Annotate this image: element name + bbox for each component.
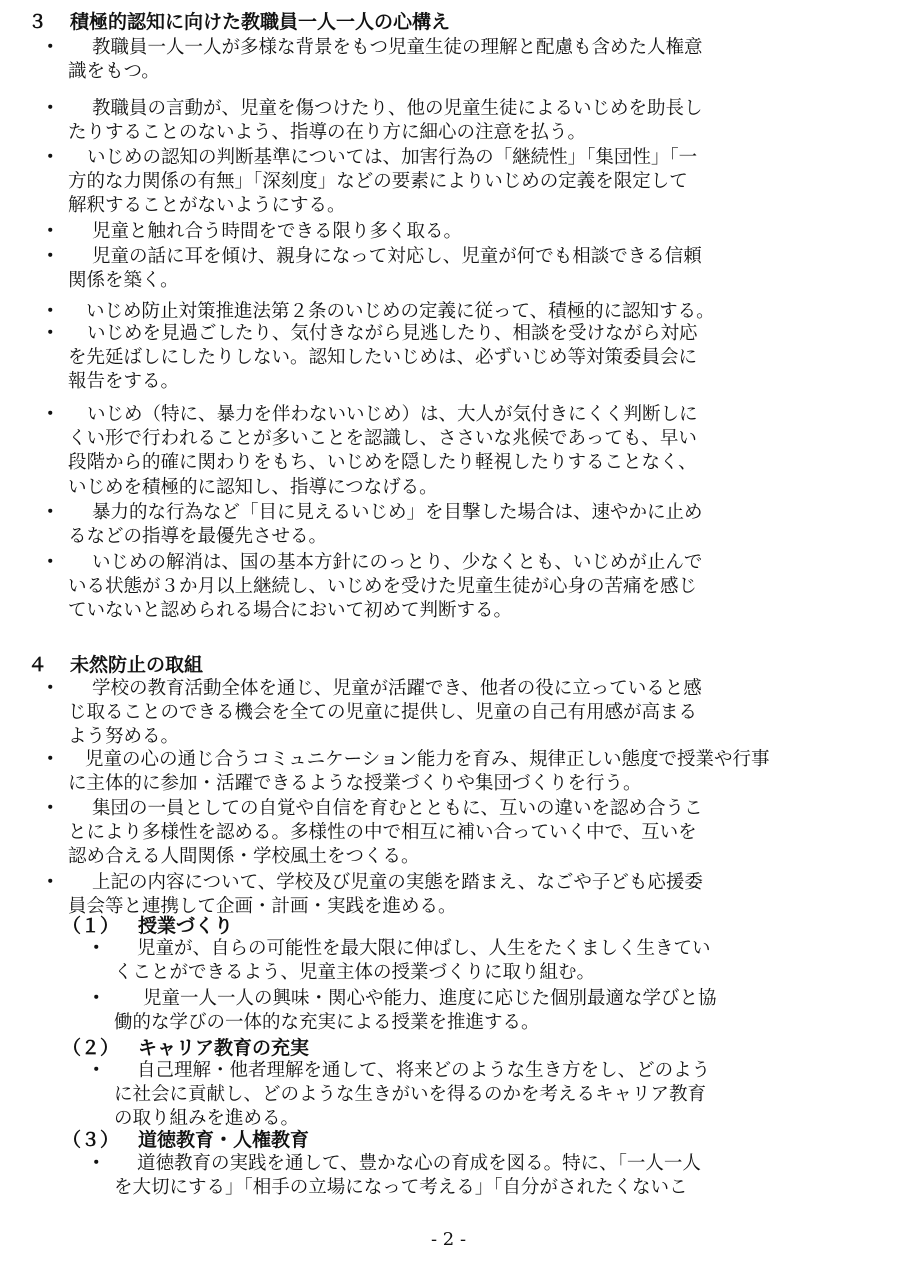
- item-text-line: 児童の話に耳を傾け、親身になって対応し、児童が何でも相談できる信頼: [92, 246, 702, 267]
- item-text-line: とにより多様性を認める。多様性の中で相互に補い合っていく中で、互いを: [68, 822, 697, 844]
- item-text-line: を大切にする」「相手の立場になって考える」「自分がされたくないこ: [114, 1177, 688, 1199]
- item-text-line: いじめ（特に、暴力を伴わないいじめ）は、大人が気付きにくく判断しに: [87, 404, 698, 425]
- item-text-line: るなどの指導を最優先させる。: [68, 526, 328, 548]
- bullet-icon: ・: [41, 798, 60, 819]
- item-text-line: いる状態が３か月以上継続し、いじめを受けた児童生徒が心身の苦痛を感じ: [68, 576, 698, 598]
- item-text-line: ていないと認められる場合において初めて判断する。: [68, 600, 513, 622]
- item-text-line: 上記の内容について、学校及び児童の実態を踏まえ、なごや子ども応援委: [92, 872, 703, 893]
- item-text-line: の取り組みを進める。: [114, 1108, 300, 1130]
- item-text-line: くことができるよう、児童主体の授業づくりに取り組む。: [114, 962, 596, 984]
- item-text-line: 認め合える人間関係・学校風土をつくる。: [68, 846, 420, 868]
- item-text-line: 関係を築く。: [68, 270, 179, 292]
- item-text-line: 報告をする。: [68, 371, 180, 393]
- subsection-heading: [62, 1128, 309, 1152]
- section-title: 授業づくり: [138, 915, 234, 937]
- item-text-line: いじめの認知の判断基準については、加害行為の「継続性」「集団性」「一: [87, 147, 698, 168]
- item-text-line: 教職員の言動が、児童を傷つけたり、他の児童生徒によるいじめを助長し: [92, 98, 703, 119]
- item-text-line: 働的な学びの一体的な充実による授業を推進する。: [114, 1012, 540, 1034]
- bullet-icon: ・: [87, 938, 106, 959]
- item-text-line: いじめの解消は、国の基本方針にのっとり、少なくとも、いじめが止んで: [92, 552, 703, 573]
- bullet-icon: ・: [87, 1153, 106, 1174]
- item-text-line: 方的な力関係の有無」「深刻度」などの要素によりいじめの定義を限定して: [68, 171, 688, 193]
- section-heading: [28, 653, 203, 677]
- item-text-line: 児童が、自らの可能性を最大限に伸ばし、人生をたくましく生きてい: [137, 938, 711, 959]
- bullet-icon: ・: [41, 404, 60, 425]
- section-title: 道徳教育・人権教育: [138, 1129, 310, 1151]
- section-number: ４: [28, 654, 48, 676]
- item-text-line: 道徳教育の実践を通して、豊かな心の育成を図る。特に、「一人一人: [137, 1153, 701, 1174]
- section-heading: [28, 10, 450, 34]
- item-text-line: 自己理解・他者理解を通して、将来どのような生き方をし、どのよう: [137, 1060, 711, 1081]
- item-text-line: よう努める。: [68, 726, 180, 748]
- bullet-icon: ・: [41, 872, 60, 893]
- page-number: - 2 -: [430, 1229, 467, 1250]
- item-text-line: くい形で行われることが多いことを認識し、ささいな兆候であっても、早い: [68, 428, 697, 450]
- item-text-line: 学校の教育活動全体を通じ、児童が活躍でき、他者の役に立っていると感: [92, 678, 702, 699]
- item-text-line: いじめを見過ごしたり、気付きながら見逃したり、相談を受けながら対応: [87, 323, 698, 344]
- item-text-line: 段階から的確に関わりをもち、いじめを隠したり軽視したりすることなく、: [68, 452, 697, 474]
- item-text-line: いじめを積極的に認知し、指導につなげる。: [68, 476, 438, 498]
- item-text-line: 解釈することがないようにする。: [68, 195, 346, 217]
- section-number: （３）: [62, 1129, 120, 1151]
- item-text-line: 員会等と連携して企画・計画・実践を進める。: [68, 896, 457, 918]
- bullet-icon: ・: [41, 147, 60, 168]
- section-number: （２）: [62, 1037, 120, 1059]
- bullet-icon: ・: [87, 1060, 106, 1081]
- item-text-line: 児童一人一人の興味・関心や能力、進度に応じた個別最適な学びと協: [143, 988, 717, 1009]
- section-title: 積極的認知に向けた教職員一人一人の心構え: [70, 11, 451, 33]
- item-text-line: じ取ることのできる機会を全ての児童に提供し、児童の自己有用感が高まる: [68, 702, 698, 724]
- section-number: ３: [28, 11, 48, 33]
- bullet-icon: ・: [41, 37, 60, 58]
- item-text-line: を先延ばしにしたりしない。認知したいじめは、必ずいじめ等対策委員会に: [68, 347, 698, 369]
- section-title: キャリア教育の充実: [138, 1037, 310, 1059]
- item-text-line: 暴力的な行為など「目に見えるいじめ」を目撃した場合は、速やかに止め: [92, 502, 703, 523]
- item-text-line: いじめ防止対策推進法第２条のいじめの定義に従って、積極的に認知する。: [86, 301, 715, 322]
- item-text-line: 児童と触れ合う時間をできる限り多く取る。: [92, 221, 463, 242]
- item-text-line: 児童の心の通じ合うコミュニケーション能力を育み、規律正しい態度で授業や行事: [85, 749, 770, 770]
- subsection-heading: [62, 914, 233, 938]
- item-text-line: に社会に貢献し、どのような生きがいを得るのかを考えるキャリア教育: [114, 1084, 707, 1106]
- bullet-icon: ・: [41, 749, 60, 770]
- item-text-line: たりすることのないよう、指導の在り方に細心の注意を払う。: [68, 122, 587, 144]
- bullet-icon: ・: [41, 221, 60, 242]
- section-number: （１）: [62, 915, 120, 937]
- bullet-icon: ・: [41, 678, 60, 699]
- item-text-line: 教職員一人一人が多様な背景をもつ児童生徒の理解と配慮も含めた人権意: [92, 37, 703, 58]
- item-text-line: 集団の一員としての自覚や自信を育むとともに、互いの違いを認め合うこ: [92, 798, 703, 819]
- bullet-icon: ・: [41, 246, 60, 267]
- bullet-icon: ・: [41, 301, 60, 322]
- bullet-icon: ・: [87, 988, 106, 1009]
- subsection-heading: [62, 1036, 309, 1060]
- bullet-icon: ・: [41, 502, 60, 523]
- bullet-icon: ・: [41, 98, 60, 119]
- bullet-icon: ・: [41, 323, 60, 344]
- item-text-line: に主体的に参加・活躍できるような授業づくりや集団づくりを行う。: [68, 773, 642, 795]
- bullet-icon: ・: [41, 552, 60, 573]
- item-text-line: 識をもつ。: [68, 61, 160, 83]
- section-title: 未然防止の取組: [70, 654, 204, 676]
